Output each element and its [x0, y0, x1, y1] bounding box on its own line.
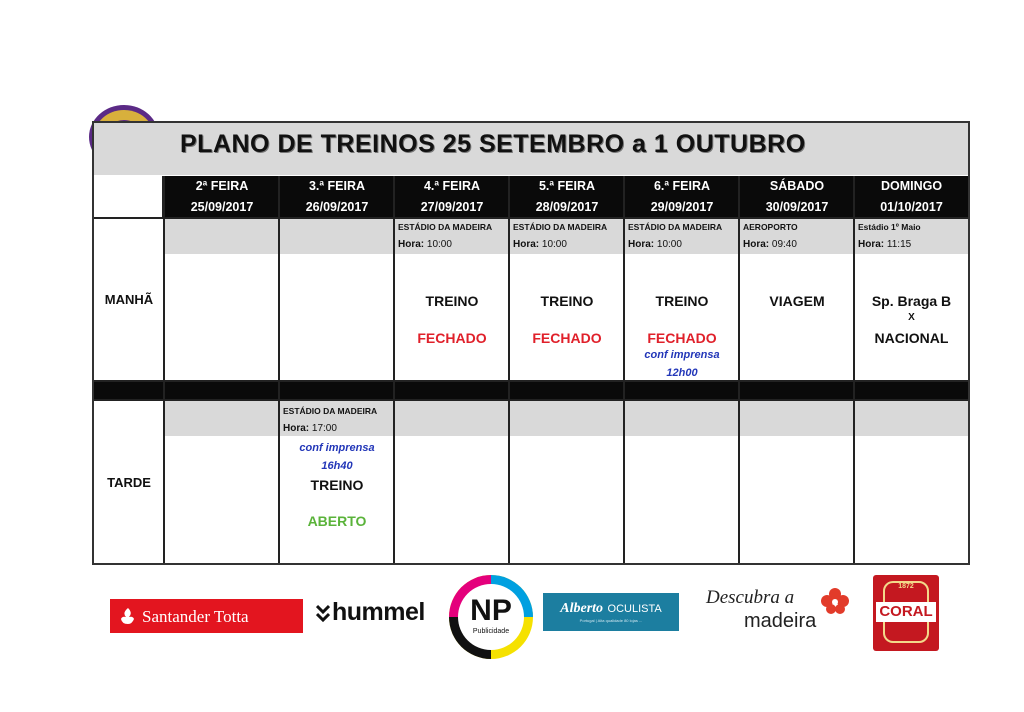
venue-label: ESTÁDIO DA MADEIRA: [513, 222, 608, 232]
press-conference-time: 16h40: [321, 460, 353, 472]
press-conference-label: conf imprensa: [299, 442, 375, 454]
flame-icon: [118, 606, 138, 626]
sponsor-descubra-madeira-logo: Descubra a madeira: [702, 585, 852, 635]
sponsor-alberto-oculista-logo: Alberto OCULISTA Portugal | Alta qualidade 80 lojas ...: [543, 593, 679, 631]
col-header-tue: 3.ª FEIRA 26/09/2017: [280, 176, 394, 217]
match-versus: X: [908, 312, 915, 323]
flower-icon: [820, 587, 850, 615]
venue-label: ESTÁDIO DA MADEIRA: [398, 222, 493, 232]
session-type: TREINO: [425, 293, 479, 309]
session-type: TREINO: [540, 293, 594, 309]
sponsor-np-logo: NP Publicidade: [444, 574, 538, 660]
time-label: Hora: 10:00: [398, 239, 452, 250]
time-label: Hora: 10:00: [628, 239, 682, 250]
venue-label: Estádio 1º Maio: [858, 222, 921, 232]
session-status: FECHADO: [417, 330, 487, 346]
col-header-sun: DOMINGO 01/10/2017: [855, 176, 968, 217]
page-title: PLANO DE TREINOS 25 SETEMBRO a 1 OUTUBRO: [180, 130, 806, 158]
venue-label: ESTÁDIO DA MADEIRA: [628, 222, 723, 232]
time-label: Hora: 11:15: [858, 239, 912, 250]
press-conference-time: 12h00: [666, 367, 698, 379]
session-status: FECHADO: [532, 330, 602, 346]
sponsor-coral-logo: 1872 CORAL: [873, 575, 939, 651]
session-type: TREINO: [310, 477, 364, 493]
col-header-wed: 4.ª FEIRA 27/09/2017: [395, 176, 509, 217]
session-type: TREINO: [655, 293, 709, 309]
col-header-mon: 2ª FEIRA 25/09/2017: [165, 176, 279, 217]
chevron-icon: [316, 604, 330, 624]
session-status: FECHADO: [647, 330, 717, 346]
row-label-afternoon: TARDE: [107, 475, 151, 490]
col-header-sat: SÁBADO 30/09/2017: [740, 176, 854, 217]
press-conference-label: conf imprensa: [644, 349, 720, 361]
row-label-morning: MANHÃ: [104, 292, 154, 307]
col-header-thu: 5.ª FEIRA 28/09/2017: [510, 176, 624, 217]
match-home-team: Sp. Braga B: [871, 293, 952, 309]
sponsor-hummel-logo: hummel: [316, 598, 436, 630]
time-label: Hora: 09:40: [743, 239, 797, 250]
time-label: Hora: 10:00: [513, 239, 567, 250]
time-label: Hora: 17:00: [283, 423, 337, 434]
venue-label: ESTÁDIO DA MADEIRA: [283, 406, 378, 416]
session-status: ABERTO: [307, 513, 367, 529]
session-type: VIAGEM: [769, 293, 825, 309]
col-header-fri: 6.ª FEIRA 29/09/2017: [625, 176, 739, 217]
match-away-team: NACIONAL: [874, 330, 949, 346]
sponsor-santander-logo: Santander Totta: [110, 599, 303, 633]
venue-label: AEROPORTO: [743, 222, 798, 232]
